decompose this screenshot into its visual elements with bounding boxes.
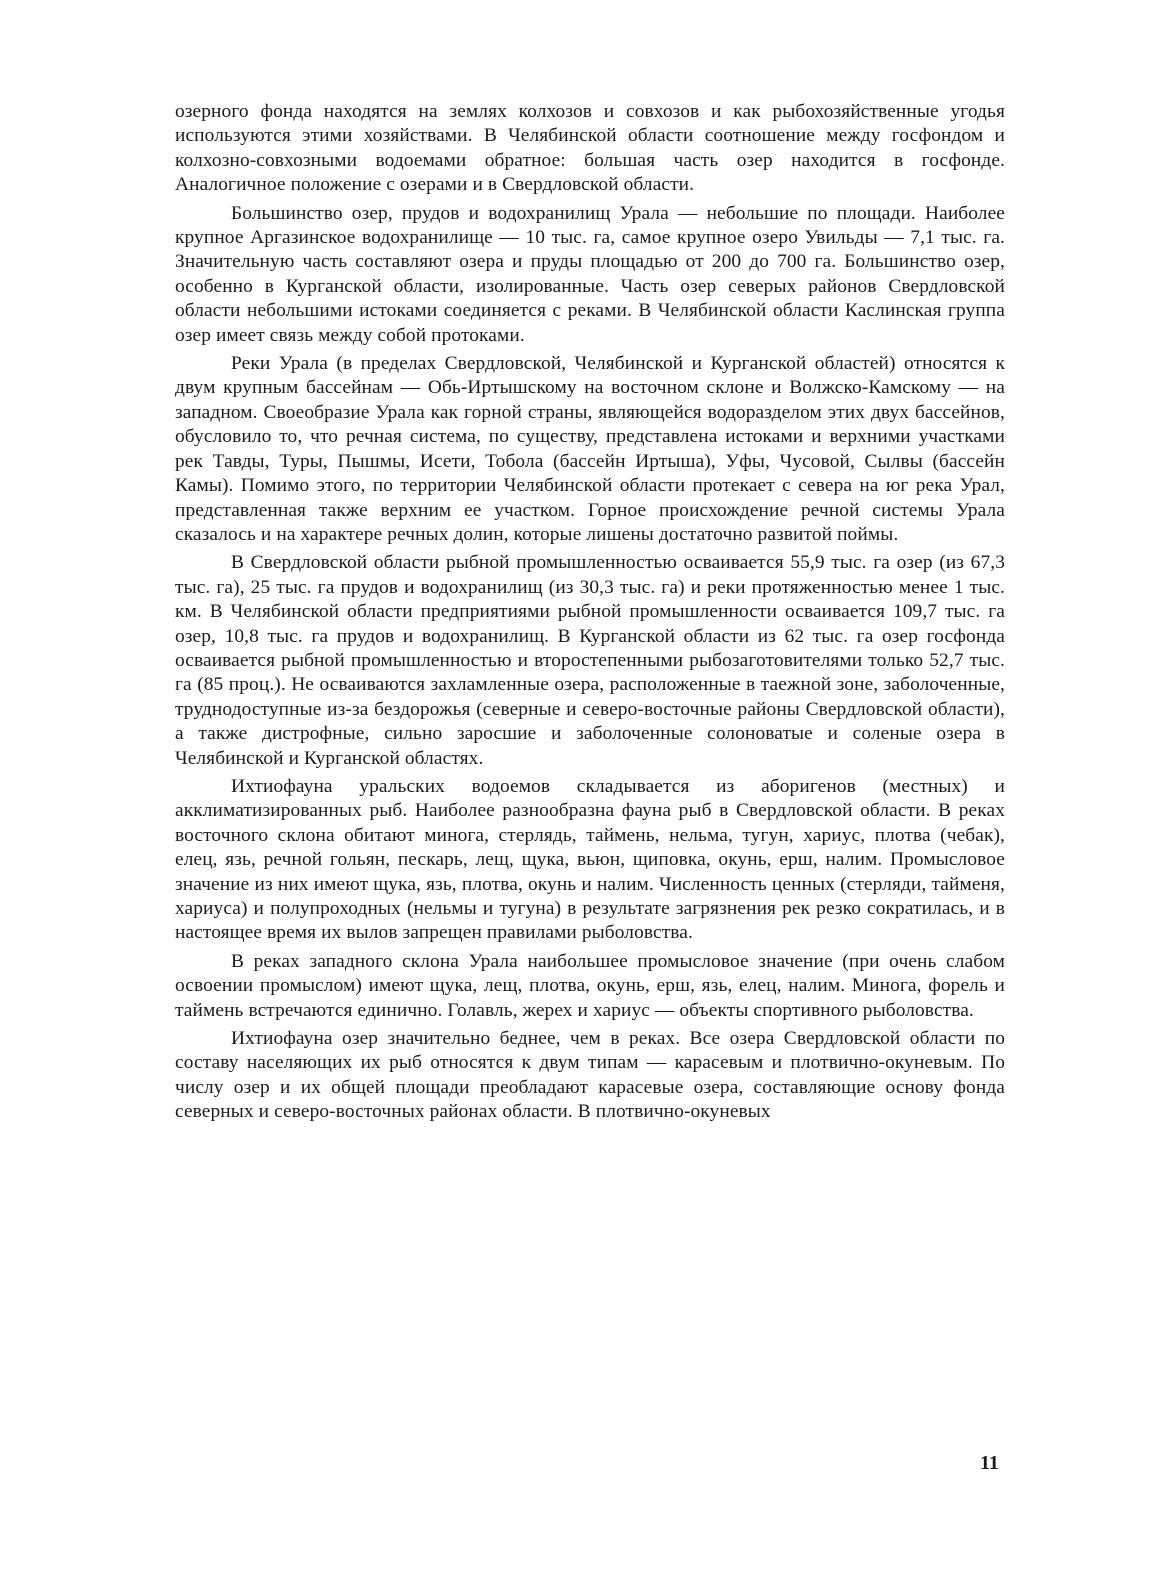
paragraph-6: В реках западного склона Урала наибольшее промысловое значение (при очень слабом освоении промыслом) имеют щука, лещ, плотва, окунь, ерш, язь, елец, налим. Минога, форель и таймень встречаются единично. Голавль, жерех и хариус — объекты спортивного рыболовства. bbox=[175, 950, 1005, 1021]
page-text bbox=[175, 100, 1005, 1129]
paragraph-2: Большинство озер, прудов и водохранилищ Урала — небольшие по площади. Наиболее крупное Аргазинское водохранилище — 10 тыс. га, самое крупное озеро Увильды — 7,1 тыс. га. Значительную часть составляют озера и пруды площадью от 200 до 700 га. Большинство озер, особенно в Курганской области, изолированные. Часть озер северых районов Свердловской области небольшими истоками соединяется с реками. В Челябинской области Каслинская группа озер имеет связь между собой протоками. bbox=[175, 202, 1005, 346]
paragraph-7: Ихтиофауна озер значительно беднее, чем в реках. Все озера Свердловской области по составу населяющих их рыб относятся к двум типам — карасевым и плотвично-окуневым. По числу озер и их общей площади преобладают карасевые озера, составляющие основу фонда северных и северо-восточных районах области. В плотвично-окуневых bbox=[175, 1028, 1005, 1123]
paragraph-5: Ихтиофауна уральских водоемов складывается из аборигенов (местных) и акклиматизированных рыб. Наиболее разнообразна фауна рыб в Свердловской области. В реках восточного склона обитают минога, стерлядь, таймень, нельма, тугун, хариус, плотва (чебак), елец, язь, речной гольян, пескарь, лещ, щука, вьюн, щиповка, окунь, ерш, налим. Промысловое значение из них имеют щука, язь, плотва, окунь и налим. Численность ценных (стерляди, тайменя, хариуса) и полупроходных (нельмы и тугуна) в результате загрязнения рек резко сократилась, и в настоящее время их вылов запрещен правилами рыболовства. bbox=[175, 775, 1005, 944]
page-number: 11 bbox=[980, 1452, 999, 1474]
paragraph-4: В Свердловской области рыбной промышленностью осваивается 55,9 тыс. га озер (из 67,3 тыс. га), 25 тыс. га прудов и водохранилищ (из 30,3 тыс. га) и реки протяженностью менее 1 тыс. км. В Челябинской области предприятиями рыбной промышленности осваивается 109,7 тыс. га озер, 10,8 тыс. га прудов и водохранилищ. В Курганской области из 62 тыс. га озер госфонда осваивается рыбной промышленностью и второстепенными рыбозаготовителями только 52,7 тыс. га (85 проц.). Не осваиваются захламленные озера, расположенные в таежной зоне, заболоченные, труднодоступные из-за бездорожья (северные и северо-восточные районы Свердловской области), а также дистрофные, сильно заросшие и заболоченные солоноватые и соленые озера в Челябинской и Курганской областях. bbox=[175, 552, 1005, 769]
paragraph-3: Реки Урала (в пределах Свердловской, Челябинской и Курганской областей) относятся к двум крупным бассейнам — Обь-Иртышскому на восточном склоне и Волжско-Камскому — на западном. Своеобразие Урала как горной страны, являющейся водоразделом этих двух бассейнов, обусловило то, что речная система, по существу, представлена истоками и верхними участками рек Тавды, Туры, Пышмы, Исети, Тобола (бассейн Иртыша), Уфы, Чусовой, Сылвы (бассейн Камы). Помимо этого, по территории Челябинской области протекает с севера на юг река Урал, представленная также верхним ее участком. Горное происхождение речной системы Урала сказалось и на характере речных долин, которые лишены достаточно развитой поймы. bbox=[175, 353, 1005, 545]
paragraph-1: озерного фонда находятся на землях колхозов и совхозов и как рыбохозяйственные угодья используются этими хозяйствами. В Челябинской области соотношение между госфондом и колхозно-совхозными водоемами обратное: большая часть озер находится в госфонде. Аналогичное положение с озерами и в Свердловской области. bbox=[175, 101, 1005, 196]
